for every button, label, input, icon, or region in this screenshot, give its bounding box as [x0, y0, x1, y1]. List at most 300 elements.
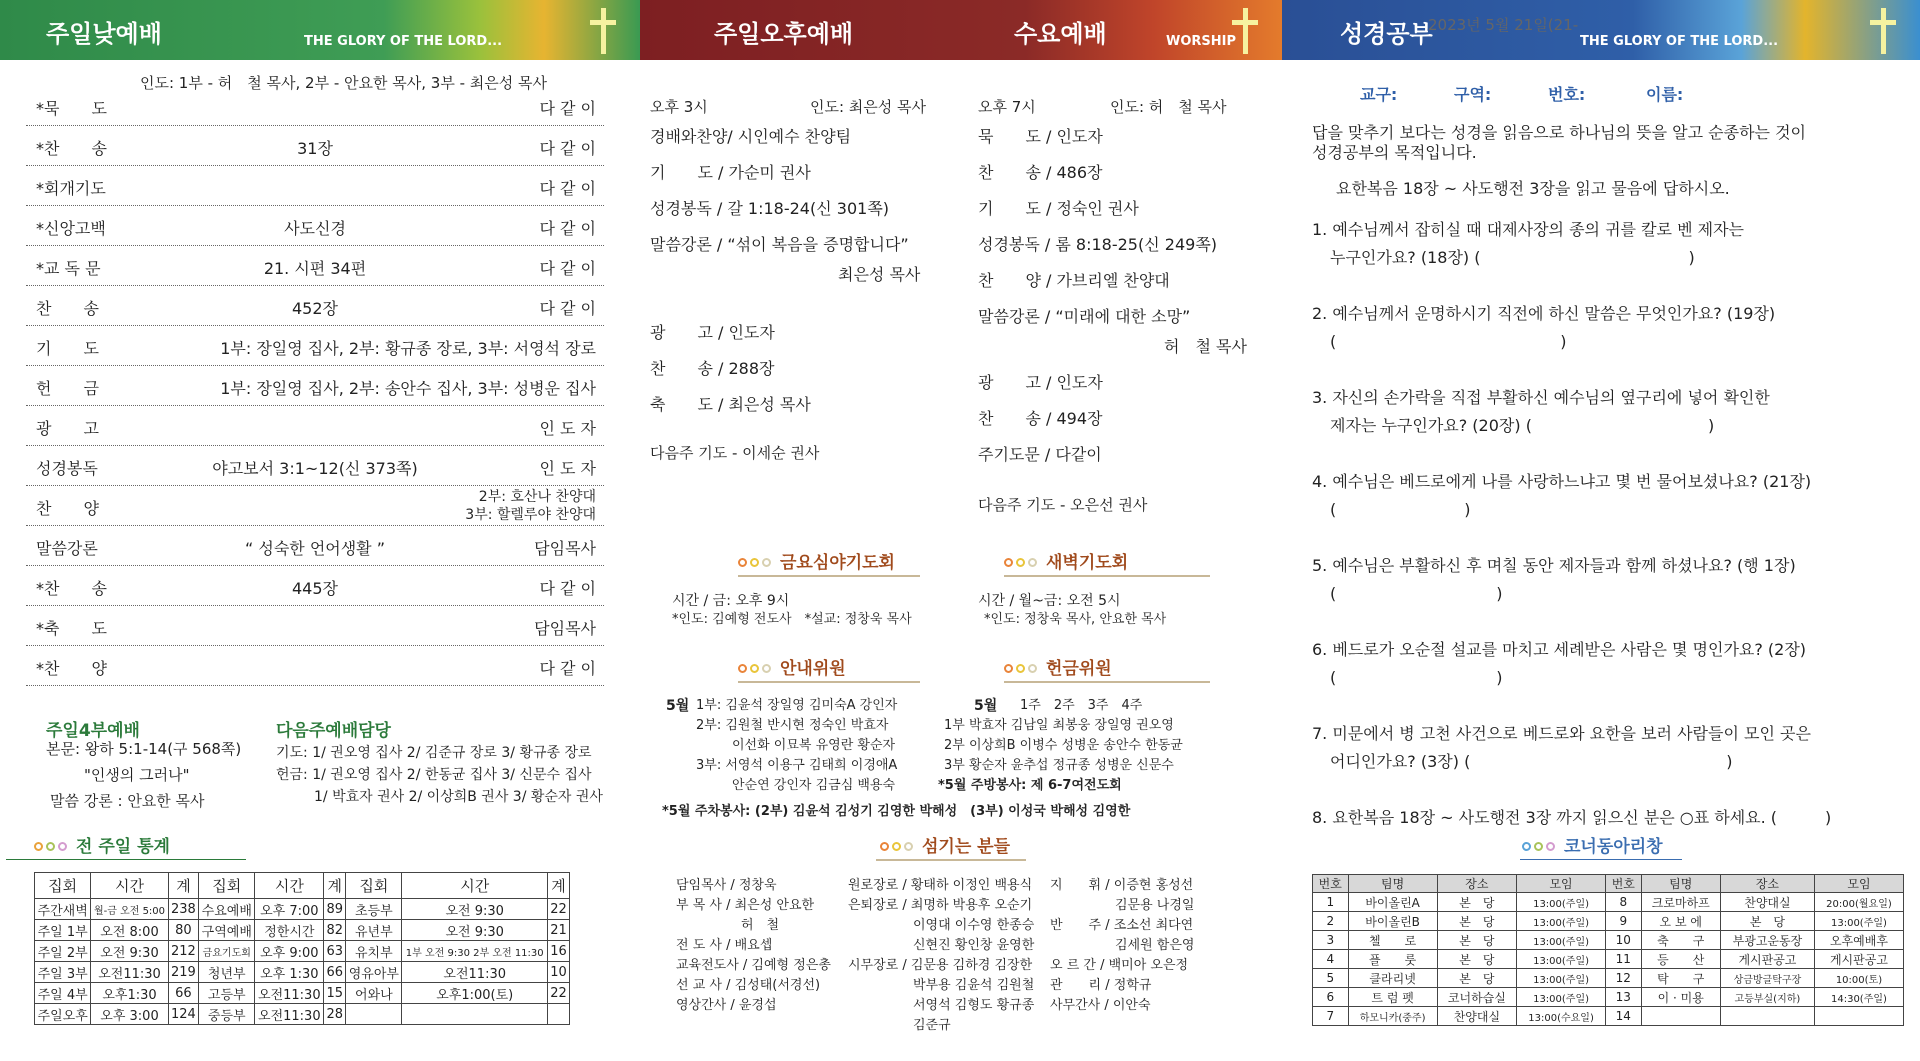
dots-icon [34, 842, 68, 852]
stats-cell: 정한시간 [255, 920, 324, 941]
club-header-cell: 모임 [1517, 875, 1606, 893]
dawn-prayer-title [1004, 548, 1128, 573]
stats-cell: 주일오후 [35, 1004, 91, 1025]
wednesday-item: 찬 송 / 494장 [978, 409, 1103, 428]
study-intro-2: 성경공부의 목적입니다. [1312, 143, 1477, 162]
stats-cell: 오전11:30 [91, 962, 168, 983]
row-leader: 1부: 장일영 집사, 2부: 황규종 장로, 3부: 서영석 장로 [220, 339, 596, 358]
row-leader: 인 도 자 [539, 459, 596, 478]
service-row [26, 646, 604, 686]
club-cell: 플 룻 [1348, 950, 1437, 969]
question-answer: ( ) [1330, 668, 1503, 687]
club-cell: 6 [1313, 988, 1349, 1007]
club-header-cell: 번호 [1313, 875, 1349, 893]
stats-cell: 주일 2부 [35, 941, 91, 962]
servers-col-1 [676, 876, 831, 1016]
stats-cell: 212 [168, 941, 198, 962]
club-cell: 본 당 [1720, 912, 1814, 931]
wednesday-next-prayer: 다음주 기도 - 오은선 권사 [978, 496, 1148, 514]
club-row [1313, 1007, 1904, 1026]
row-leader [465, 488, 596, 524]
fourth-service-title: 주일4부예배 [46, 721, 140, 741]
row-content: 452장 [292, 299, 338, 318]
stats-cell: 28 [324, 1004, 346, 1025]
stats-cell: 오전11:30 [255, 1004, 324, 1025]
stats-cell: 유년부 [346, 920, 402, 941]
header-date: 2023년 5월 21일(21- [1428, 16, 1579, 34]
study-field-label: 교구: [1360, 85, 1398, 104]
club-cell: 축 구 [1641, 931, 1720, 950]
friday-time: 시간 / 금: 오후 9시 [672, 593, 790, 609]
club-cell: 12 [1606, 969, 1642, 988]
stats-title [34, 832, 170, 857]
club-cell: 트 럼 펫 [1348, 988, 1437, 1007]
offering-title-text: 헌금위원 [1046, 659, 1112, 679]
offering-weeks: 1주 2주 3주 4주 [1020, 698, 1143, 713]
stats-cell: 오전11:30 [402, 962, 548, 983]
wednesday-item: 묵 도 / 인도자 [978, 127, 1103, 146]
row-leader-line: 2부: 호산나 찬양대 [478, 489, 596, 505]
club-cell: 13:00(주일) [1517, 988, 1606, 1007]
club-cell: 본 당 [1437, 969, 1516, 988]
club-header-row [1313, 875, 1904, 893]
row-label: *찬 양 [36, 659, 107, 678]
club-cell: 13 [1606, 988, 1642, 1007]
row-content: 야고보서 3:1~12(신 373쪽) [212, 459, 418, 478]
club-row [1313, 988, 1904, 1007]
afternoon-item: 성경봉독 / 갈 1:18-24(신 301쪽) [650, 199, 890, 218]
row-content: “ 성숙한 언어생활 ” [244, 539, 386, 558]
row-label: *교 독 문 [36, 259, 101, 278]
club-cell: 고등부실(지하) [1720, 988, 1814, 1007]
dawn-time: 시간 / 월~금: 오전 5시 [978, 593, 1121, 609]
dots-icon [1522, 842, 1556, 852]
row-label: 찬 양 [36, 499, 99, 518]
dots-icon [1004, 664, 1038, 674]
club-cell: 1 [1313, 893, 1349, 912]
ushers-title-text: 안내위원 [780, 659, 846, 679]
stats-header-cell: 집회 [346, 873, 402, 899]
afternoon-item: 찬 송 / 288장 [650, 359, 775, 378]
afternoon-leader: 인도: 최은성 목사 [810, 98, 927, 116]
row-leader: 담임목사 [534, 539, 596, 558]
club-header-cell: 장소 [1437, 875, 1516, 893]
dots-icon [738, 664, 772, 674]
afternoon-header [640, 0, 1282, 60]
ushers-line: 1부: 김윤석 장일영 김미숙A 강인자 [696, 698, 898, 713]
parking-service: *5월 주차봉사: (2부) 김윤석 김성기 김영한 박해성 (3부) 이성국 박해성 김영한 [662, 804, 1131, 819]
servers-title-text: 섬기는 분들 [922, 837, 1011, 857]
club-cell: 13:00(주일) [1517, 893, 1606, 912]
stats-cell: 주간새벽 [35, 899, 91, 920]
ushers-list [696, 696, 897, 796]
server-line: 교육전도사 / 김예형 정은총 [676, 958, 831, 973]
divider [738, 681, 920, 683]
stats-header-cell: 계 [324, 873, 346, 899]
stats-header-cell: 집회 [199, 873, 255, 899]
club-cell: 게시판공고 [1814, 950, 1903, 969]
afternoon-item: 기 도 / 가순미 권사 [650, 163, 811, 182]
club-cell: 4 [1313, 950, 1349, 969]
ushers-month: 5월 [666, 698, 690, 714]
study-field-label: 구역: [1454, 85, 1492, 104]
stats-cell: 영유아부 [346, 962, 402, 983]
service-row [26, 406, 604, 446]
stats-cell: 중등부 [199, 1004, 255, 1025]
club-cell: 찬양대실 [1437, 1007, 1516, 1026]
club-cell: 상금방글탁구장 [1720, 969, 1814, 988]
stats-cell: 주일 3부 [35, 962, 91, 983]
stats-cell: 15 [324, 983, 346, 1004]
divider [876, 859, 1026, 861]
fourth-service-text: 본문: 왕하 5:1-14(구 568쪽) [46, 740, 242, 758]
divider [6, 859, 246, 860]
stats-cell: 구역예배 [199, 920, 255, 941]
wednesday-item: 주기도문 / 다같이 [978, 445, 1102, 464]
row-content: 31장 [297, 139, 333, 158]
wednesday-item: 찬 양 / 가브리엘 찬양대 [978, 271, 1170, 290]
question-text: 3. 자신의 손가락을 직접 부활하신 예수님의 옆구리에 넣어 확인한 [1312, 388, 1770, 407]
stats-cell: 22 [547, 983, 569, 1004]
club-header-cell: 모임 [1814, 875, 1903, 893]
fourth-service-preacher: 말씀 강론 : 안요한 목사 [50, 792, 205, 810]
stats-cell: 초등부 [346, 899, 402, 920]
service-row [26, 246, 604, 286]
offering-list [944, 716, 1183, 776]
row-leader: 다 같 이 [539, 259, 596, 278]
stats-header-cell: 집회 [35, 873, 91, 899]
row-leader: 다 같 이 [539, 99, 596, 118]
stats-cell: 10 [547, 962, 569, 983]
row-leader: 다 같 이 [539, 219, 596, 238]
row-content: 445장 [292, 579, 338, 598]
server-line: 전 도 사 / 배요셉 [676, 938, 773, 953]
stats-row [35, 941, 570, 962]
study-intro: 답을 맞추기 보다는 성경을 읽음으로 하나님의 뜻을 알고 순종하는 것이 [1312, 123, 1806, 142]
service-row [26, 366, 604, 406]
dots-icon [880, 842, 914, 852]
wednesday-item: 기 도 / 정숙인 권사 [978, 199, 1139, 218]
row-label: 말씀강론 [36, 539, 98, 558]
server-line: 김준규 [848, 1018, 951, 1033]
server-line: 담임목사 / 정창욱 [676, 878, 777, 893]
stats-cell: 219 [168, 962, 198, 983]
club-cell [1720, 1007, 1814, 1026]
row-leader: 다 같 이 [539, 659, 596, 678]
club-title-text: 코너동아리창 [1564, 837, 1663, 857]
club-cell: 10 [1606, 931, 1642, 950]
club-cell: 11 [1606, 950, 1642, 969]
stats-cell: 주일 4부 [35, 983, 91, 1004]
club-header-cell: 팀명 [1348, 875, 1437, 893]
study-instruction: 요한복음 18장 ~ 사도행전 3장을 읽고 물음에 답하시오. [1336, 179, 1730, 198]
club-cell: 20:00(월요일) [1814, 893, 1903, 912]
stats-cell: 주일 1부 [35, 920, 91, 941]
stats-cell: 오전 9:30 [91, 941, 168, 962]
question-answer: ( ) [1330, 500, 1471, 519]
stats-cell: 21 [547, 920, 569, 941]
club-cell: 첼 로 [1348, 931, 1437, 950]
club-cell: 클라리넷 [1348, 969, 1437, 988]
stats-cell: 오전 8:00 [91, 920, 168, 941]
next-week-prayer: 기도: 1/ 권오영 집사 2/ 김준규 장로 3/ 황규종 장로 [276, 745, 592, 761]
row-label: *찬 송 [36, 139, 107, 158]
club-header-cell: 번호 [1606, 875, 1642, 893]
divider [1004, 575, 1210, 577]
stats-cell [346, 1004, 402, 1025]
next-week-offering-3: 1/ 박효자 권사 2/ 이상희B 권사 3/ 황순자 권사 [314, 789, 603, 805]
offering-line: 1부 박효자 김남일 최봉웅 장일영 권오영 [944, 718, 1174, 733]
server-line: 김문용 나경일 [1050, 898, 1195, 913]
wednesday-item: 성경봉독 / 롬 8:18-25(신 249쪽) [978, 235, 1218, 254]
stats-cell: 오후 1:30 [255, 962, 324, 983]
stats-cell: 63 [324, 941, 346, 962]
server-line: 사무간사 / 이안숙 [1050, 998, 1151, 1013]
ushers-line: 안순연 강인자 김금심 백용숙 [732, 778, 896, 793]
club-cell: 크로마하프 [1641, 893, 1720, 912]
stats-cell: 수요예배 [199, 899, 255, 920]
afternoon-item: 광 고 / 인도자 [650, 323, 775, 342]
row-leader: 다 같 이 [539, 139, 596, 158]
stats-cell: 66 [324, 962, 346, 983]
header-subtitle: THE GLORY OF THE LORD... [1580, 34, 1779, 49]
row-label: *축 도 [36, 619, 107, 638]
friday-prayer-title [738, 548, 895, 573]
servers-col-3 [1050, 876, 1194, 1016]
afternoon-next-prayer: 다음주 기도 - 이세순 권사 [650, 444, 820, 462]
stats-row [35, 962, 570, 983]
study-header [1282, 0, 1920, 60]
question-text: 6. 베드로가 오순절 설교를 마치고 세례받은 사람은 몇 명인가요? (2장) [1312, 640, 1807, 659]
stats-header-cell: 계 [547, 873, 569, 899]
club-table [1312, 874, 1904, 1026]
question-answer: ( ) [1330, 332, 1567, 351]
header-title: 주일오후예배 [714, 20, 854, 48]
club-cell: 오후예배후 [1814, 931, 1903, 950]
club-cell: 본 당 [1437, 950, 1516, 969]
server-line: 서영석 김형도 황규종 [848, 998, 1035, 1013]
club-cell: 13:00(수요일) [1517, 1007, 1606, 1026]
server-line: 오 르 간 / 백미아 오은정 [1050, 958, 1189, 973]
club-cell: 13:00(주일) [1517, 969, 1606, 988]
afternoon-item: 최은성 목사 [838, 265, 921, 284]
server-line: 은퇴장로 / 최명하 박용후 오순기 [848, 898, 1033, 913]
stats-cell: 89 [324, 899, 346, 920]
club-cell: 게시판공고 [1720, 950, 1814, 969]
cross-icon [1870, 8, 1896, 54]
service-row [26, 486, 604, 526]
header-title: 성경공부 [1340, 20, 1433, 48]
stats-cell: 청년부 [199, 962, 255, 983]
stats-cell: 82 [324, 920, 346, 941]
row-label: *신앙고백 [36, 219, 106, 238]
servers-title [880, 832, 1010, 857]
study-field-label: 이름: [1646, 85, 1684, 104]
club-header-cell: 장소 [1720, 875, 1814, 893]
stats-cell: 238 [168, 899, 198, 920]
afternoon-item: 축 도 / 최은성 목사 [650, 395, 811, 414]
stats-cell: 16 [547, 941, 569, 962]
next-week-offering: 헌금: 1/ 권오영 집사 2/ 한동균 집사 3/ 신문수 집사 [276, 767, 592, 783]
service-row [26, 286, 604, 326]
question-text: 2. 예수님께서 운명하시기 직전에 하신 말씀은 무엇인가요? (19장) [1312, 304, 1776, 323]
club-cell: 13:00(주일) [1814, 912, 1903, 931]
row-leader: 담임목사 [534, 619, 596, 638]
ushers-line: 이선화 이묘복 유영란 황순자 [732, 738, 896, 753]
offering-month: 5월 [974, 698, 998, 714]
question-answer: 어디인가요? (3장) ( ) [1330, 752, 1733, 771]
question-text: 5. 예수님은 부활하신 후 며칠 동안 제자들과 함께 하셨나요? (행 1장) [1312, 556, 1796, 575]
club-cell: 14:30(주일) [1814, 988, 1903, 1007]
stats-cell [547, 1004, 569, 1025]
club-cell: 2 [1313, 912, 1349, 931]
club-row [1313, 969, 1904, 988]
friday-leaders: *인도: 김예형 전도사 *설교: 정창욱 목사 [672, 612, 912, 627]
club-cell: 본 당 [1437, 931, 1516, 950]
server-line: 지 휘 / 이증현 홍성선 [1050, 878, 1194, 893]
stats-cell: 80 [168, 920, 198, 941]
service-row [26, 206, 604, 246]
ushers-title [738, 654, 846, 679]
club-cell: 바이올린B [1348, 912, 1437, 931]
stats-cell: 오후 9:00 [255, 941, 324, 962]
row-label: *찬 송 [36, 579, 107, 598]
stats-cell: 고등부 [199, 983, 255, 1004]
afternoon-item: 경배와찬양/ 시인예수 찬양팀 [650, 127, 852, 146]
club-cell: 14 [1606, 1007, 1642, 1026]
study-field-label: 번호: [1548, 85, 1586, 104]
stats-cell: 유치부 [346, 941, 402, 962]
server-line: 반 주 / 조소선 최다연 [1050, 918, 1194, 933]
row-label: 찬 송 [36, 299, 99, 318]
stats-cell: 오전 9:30 [402, 920, 548, 941]
offering-title [1004, 654, 1112, 679]
service-row [26, 566, 604, 606]
morning-header [0, 0, 640, 60]
wednesday-leader: 인도: 허 철 목사 [1110, 98, 1227, 116]
dots-icon [738, 558, 772, 568]
stats-row [35, 983, 570, 1004]
wednesday-item: 광 고 / 인도자 [978, 373, 1103, 392]
header-subtitle: WORSHIP [1166, 34, 1237, 49]
club-cell: 코너하습실 [1437, 988, 1516, 1007]
server-line: 원로장로 / 황태하 이정인 백용식 [848, 878, 1033, 893]
stats-cell: 1부 오전 9:30 2부 오전 11:30 [402, 941, 548, 962]
stats-cell: 오후1:30 [91, 983, 168, 1004]
fourth-service-sermon: "인생의 그러나" [84, 766, 190, 784]
wednesday-time: 오후 7시 [978, 98, 1036, 116]
row-leader: 다 같 이 [539, 579, 596, 598]
row-leader: 다 같 이 [539, 299, 596, 318]
server-line: 박부용 김윤석 김원철 [848, 978, 1035, 993]
question-answer: 누구인가요? (18장) ( ) [1330, 248, 1695, 267]
afternoon-item: 말씀강론 / “섞이 복음을 증명합니다” [650, 235, 909, 254]
club-cell: 바이올린A [1348, 893, 1437, 912]
row-label: 광 고 [36, 419, 99, 438]
club-cell: 13:00(주일) [1517, 931, 1606, 950]
club-header-cell: 팀명 [1641, 875, 1720, 893]
club-cell: 등 산 [1641, 950, 1720, 969]
service-row [26, 166, 604, 206]
club-cell: 본 당 [1437, 912, 1516, 931]
row-label: *회개기도 [36, 179, 106, 198]
server-line: 신현진 황인창 윤영한 [848, 938, 1035, 953]
club-cell: 부광고운동장 [1720, 931, 1814, 950]
header-subtitle: THE GLORY OF THE LORD... [304, 34, 503, 49]
server-line: 이영대 이수영 한종승 [848, 918, 1035, 933]
stats-cell: 오후 3:00 [91, 1004, 168, 1025]
club-cell [1641, 1007, 1720, 1026]
stats-cell: 금요기도회 [199, 941, 255, 962]
club-cell: 이 · 미용 [1641, 988, 1720, 1007]
club-row [1313, 950, 1904, 969]
question-text: 4. 예수님은 베드로에게 나를 사랑하느냐고 몇 번 물어보셨나요? (21장) [1312, 472, 1812, 491]
club-cell: 10:00(토) [1814, 969, 1903, 988]
stats-cell: 월-금 오전 5:00 [91, 899, 168, 920]
stats-table [34, 872, 570, 1025]
stats-row [35, 920, 570, 941]
service-row [26, 606, 604, 646]
cross-icon [590, 8, 616, 54]
question-text: 7. 미문에서 병 고천 사건으로 베드로와 요한을 보러 사람들이 모인 곳은 [1312, 724, 1811, 743]
question-text: 8. 요한복음 18장 ~ 사도행전 3장 까지 읽으신 분은 ○표 하세요. ( ) [1312, 808, 1832, 827]
club-cell: 8 [1606, 893, 1642, 912]
row-label: 기 도 [36, 339, 99, 358]
servers-col-2 [848, 876, 1034, 1036]
next-week-title: 다음주예배담당 [276, 721, 391, 741]
morning-leaders: 인도: 1부 - 허 철 목사, 2부 - 안요한 목사, 3부 - 최은성 목사 [140, 74, 547, 92]
club-cell [1814, 1007, 1903, 1026]
question-answer: 제자는 누구인가요? (20장) ( ) [1330, 416, 1715, 435]
divider [1520, 859, 1682, 860]
row-label: 성경봉독 [36, 459, 98, 478]
row-leader: 다 같 이 [539, 179, 596, 198]
stats-row [35, 899, 570, 920]
dots-icon [1004, 558, 1038, 568]
club-cell: 하모니카(중주) [1348, 1007, 1437, 1026]
service-row [26, 446, 604, 486]
club-cell: 7 [1313, 1007, 1349, 1026]
club-cell: 3 [1313, 931, 1349, 950]
server-line: 관 리 / 정학규 [1050, 978, 1152, 993]
club-row [1313, 912, 1904, 931]
club-cell: 오 보 에 [1641, 912, 1720, 931]
club-cell: 13:00(주일) [1517, 950, 1606, 969]
club-title [1522, 832, 1663, 857]
server-line: 김세원 함은영 [1050, 938, 1195, 953]
club-row [1313, 931, 1904, 950]
server-line: 선 교 사 / 김성태(서경선) [676, 978, 821, 993]
stats-cell: 오전11:30 [255, 983, 324, 1004]
stats-header-row [35, 873, 570, 899]
row-leader: 1부: 장일영 집사, 2부: 송안수 집사, 3부: 성병운 집사 [220, 379, 596, 398]
club-cell: 탁 구 [1641, 969, 1720, 988]
stats-header-cell: 시간 [91, 873, 168, 899]
wednesday-item: 말씀강론 / “미래에 대한 소망” [978, 307, 1191, 326]
service-row [26, 526, 604, 566]
stats-header-cell: 시간 [402, 873, 548, 899]
dawn-leaders: *인도: 정창욱 목사, 안요한 목사 [984, 612, 1167, 627]
club-cell: 찬양대실 [1720, 893, 1814, 912]
stats-cell: 오후 7:00 [255, 899, 324, 920]
stats-cell: 어와나 [346, 983, 402, 1004]
club-row [1313, 893, 1904, 912]
stats-cell: 124 [168, 1004, 198, 1025]
row-leader: 인 도 자 [539, 419, 596, 438]
stats-header-cell: 계 [168, 873, 198, 899]
club-cell: 13:00(주일) [1517, 912, 1606, 931]
question-text: 1. 예수님께서 잡히실 때 대제사장의 종의 귀를 칼로 벤 제자는 [1312, 220, 1744, 239]
